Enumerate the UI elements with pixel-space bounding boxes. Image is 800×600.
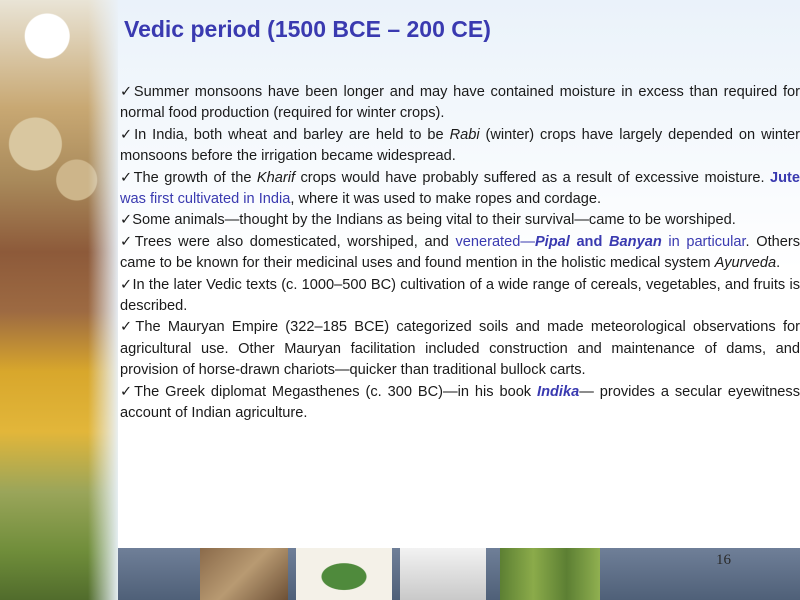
check-icon: ✓ bbox=[120, 319, 136, 336]
bullet-text: , where it was used to make ropes and cordage. bbox=[290, 191, 602, 208]
ayurveda-term: Ayurveda bbox=[714, 255, 777, 272]
venerated-highlight: venerated— bbox=[455, 233, 535, 250]
bullet-text: . Others came to be known for their medicinal uses and found mention in the holistic medical system bbox=[120, 233, 800, 272]
indika-term: Indika bbox=[537, 383, 580, 400]
crops-photo-strip bbox=[0, 0, 118, 600]
page-number: 16 bbox=[716, 552, 731, 568]
check-icon: ✓ bbox=[120, 276, 133, 293]
anemometer-photo bbox=[400, 548, 486, 600]
in-particular-highlight: in particular bbox=[661, 233, 746, 250]
check-icon: ✓ bbox=[120, 212, 133, 229]
slide-content bbox=[120, 82, 800, 425]
bullet-text: Summer monsoons have been longer and may have contained moisture in excess than required for normal food production (required for winter crops). bbox=[120, 84, 800, 122]
bullet-text: Some animals—thought by the Indians as being vital to their survival—came to be worshiped. bbox=[132, 212, 736, 229]
wood-photo bbox=[200, 548, 288, 600]
bullet-text: The Greek diplomat Megasthenes (c. 300 BC)—in his book bbox=[134, 383, 538, 400]
bullet-text: crops would have probably suffered as a result of excessive moisture. bbox=[295, 169, 770, 186]
bullet-text: — provides a secular eyewitness account of Indian agriculture. bbox=[120, 383, 800, 422]
slide-title: Vedic period (1500 BCE – 200 CE) bbox=[124, 16, 491, 42]
bullet-item bbox=[120, 82, 800, 125]
and-highlight: and bbox=[569, 233, 610, 250]
check-icon: ✓ bbox=[120, 126, 135, 143]
bullet-text: (winter) crops have largely depended on winter monsoons before the irrigation became widespread. bbox=[120, 126, 800, 165]
bullet-text: . bbox=[776, 255, 781, 272]
check-icon: ✓ bbox=[120, 233, 135, 250]
bullet-item bbox=[120, 210, 800, 231]
kharif-term: Kharif bbox=[256, 169, 296, 186]
bullet-item bbox=[120, 382, 800, 425]
jute-highlight: was first cultivated in India bbox=[120, 191, 291, 208]
check-icon: ✓ bbox=[120, 383, 135, 400]
field-photo bbox=[500, 548, 600, 600]
bullet-item bbox=[120, 125, 800, 168]
bullet-item bbox=[120, 168, 800, 211]
bullet-item bbox=[120, 275, 800, 318]
bullet-text: In the later Vedic texts (c. 1000–500 BC) cultivation of a wide range of cereals, vegetables, and fruits is described. bbox=[120, 276, 800, 315]
bullet-text: The Mauryan Empire (322–185 BCE) categorized soils and made meteorological observations for agricultural use. Other Mauryan facilitation included construction and maintenance of dams, and provision of horse-drawn chariots—quicker than traditional bullock carts. bbox=[120, 319, 800, 379]
bullet-text: Trees were also domesticated, worshiped, and bbox=[134, 233, 456, 250]
check-icon: ✓ bbox=[120, 169, 134, 186]
jute-term: Jute bbox=[769, 169, 800, 186]
bullet-text: In India, both wheat and barley are held to be bbox=[134, 126, 450, 143]
plant-illustration bbox=[296, 548, 392, 600]
pipal-term: Pipal bbox=[534, 233, 570, 250]
rabi-term: Rabi bbox=[449, 126, 480, 143]
bullet-text: The growth of the bbox=[133, 169, 257, 186]
bullet-item bbox=[120, 232, 800, 275]
banyan-term: Banyan bbox=[609, 233, 662, 250]
bullet-item bbox=[120, 317, 800, 381]
check-icon: ✓ bbox=[120, 84, 134, 100]
